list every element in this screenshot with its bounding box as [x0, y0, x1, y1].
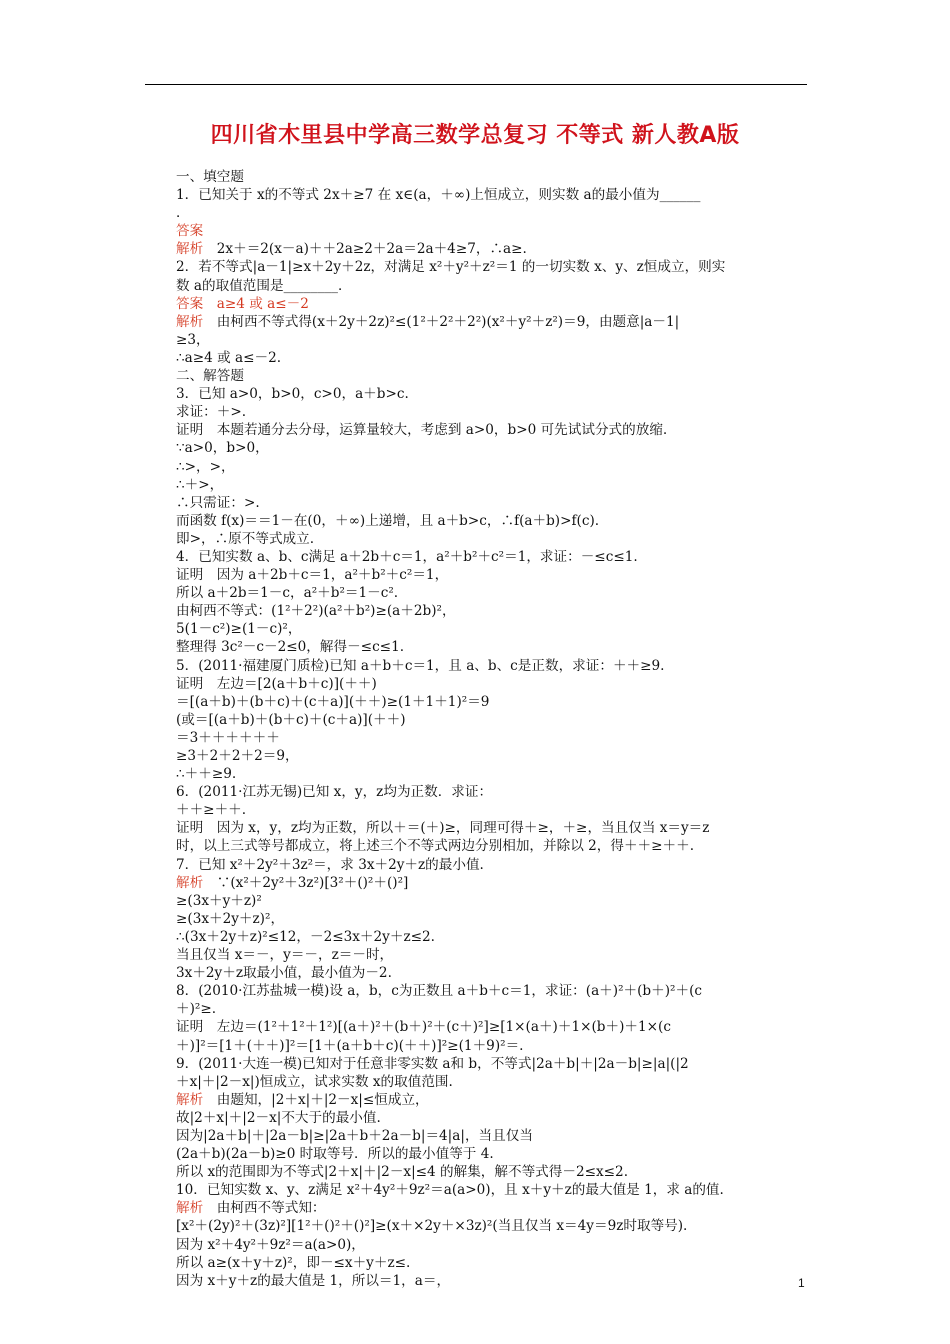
text-line	[176, 458, 808, 476]
text-line	[176, 258, 808, 276]
line-text: 4．已知实数 a、b、c满足 a＋2b＋c＝1，a²＋b²＋c²＝1，求证：－≤c≤1.	[176, 548, 638, 565]
text-line	[176, 421, 808, 439]
text-line	[176, 602, 808, 620]
line-text: 6．(2011·江苏无锡)已知 x，y，z均为正数．求证：	[176, 784, 493, 801]
text-line	[176, 349, 808, 367]
text-line	[176, 186, 808, 204]
text-line	[176, 982, 808, 1000]
line-text: 3x＋2y＋z取最小值，最小值为－2.	[176, 965, 392, 982]
line-text: a≥4 或 a≤－2	[203, 295, 309, 312]
text-line	[176, 566, 808, 584]
text-line	[176, 910, 808, 928]
text-line	[176, 657, 808, 675]
text-line	[176, 711, 808, 729]
line-text: 因为|2a＋b|＋|2a－b|≥|2a＋b＋2a－b|＝4|a|，当且仅当	[176, 1127, 533, 1144]
line-text: ≥3，	[176, 331, 210, 348]
answer-label: 解析	[176, 313, 204, 330]
text-line	[176, 1109, 808, 1127]
line-text: 因为 x²＋4y²＋9z²＝a(a>0)，	[176, 1236, 365, 1253]
line-text: 时，以上三式等号都成立，将上述三个不等式两边分别相加，并除以 2，得＋＋≥＋＋.	[176, 838, 695, 855]
line-text: 证明 因为 a＋2b＋c＝1，a²＋b²＋c²＝1，	[176, 567, 449, 584]
line-text: 由柯西不等式知：	[203, 1200, 326, 1217]
text-line	[176, 313, 808, 331]
header-rule	[145, 84, 807, 85]
line-text: 求证：＋>.	[176, 404, 247, 421]
line-text: 故|2＋x|＋|2－x|不大于的最小值.	[176, 1109, 381, 1126]
text-line	[176, 494, 808, 512]
text-line	[176, 801, 808, 819]
text-line	[176, 729, 808, 747]
line-text: 而函数 f(x)＝＝1－在(0，＋∞)上递增，且 a＋b>c，∴f(a＋b)>f(c).	[176, 512, 600, 529]
line-text: 当且仅当 x＝－，y＝－，z＝－时，	[176, 947, 394, 964]
line-text: ∴>，>，	[176, 458, 235, 475]
text-line	[176, 584, 808, 602]
page-number: 1	[798, 1276, 805, 1290]
answer-label: 解析	[176, 1091, 204, 1108]
line-text: 2x＋＝2(x－a)＋＋2a≥2＋2a＝2a＋4≥7，∴a≥.	[203, 241, 527, 258]
text-line	[176, 1199, 808, 1217]
text-line	[176, 765, 808, 783]
line-text: 10．已知实数 x、y、z满足 x²＋4y²＋9z²＝a(a>0)，且 x＋y＋z的最大值是 1，求 a的值.	[176, 1182, 724, 1199]
text-line	[176, 874, 808, 892]
answer-label: 答案	[176, 295, 204, 312]
text-line	[176, 168, 808, 186]
answer-label: 解析	[176, 241, 204, 258]
line-text: (2a＋b)(2a－b)≥0 时取等号．所以的最小值等于 4.	[176, 1146, 494, 1163]
line-text: 所以 a≥(x＋y＋z)²，即－≤x＋y＋z≤.	[176, 1254, 411, 1271]
text-line	[176, 295, 808, 313]
line-text: 证明 左边＝(1²＋1²＋1²)[(a＋)²＋(b＋)²＋(c＋)²]≥[1×(a＋)＋1×(b＋)＋1×(c	[176, 1019, 671, 1036]
line-text: 数 a的取值范围是________．	[176, 277, 352, 294]
text-line	[176, 530, 808, 548]
line-text: 证明 左边＝[2(a＋b＋c)](＋＋)	[176, 675, 377, 692]
line-text: 即>，∴原不等式成立.	[176, 530, 315, 547]
text-line	[176, 1217, 808, 1235]
text-line	[176, 1037, 808, 1055]
line-text: [x²＋(2y)²＋(3z)²][1²＋()²＋()²]≥(x＋×2y＋×3z)²(当且仅当 x＝4y＝9z时取等号).	[176, 1218, 688, 1235]
text-line	[176, 277, 808, 295]
line-text: ＝[(a＋b)＋(b＋c)＋(c＋a)](＋＋)≥(1＋1＋1)²＝9	[176, 693, 490, 710]
line-text: ＋＋≥＋＋.	[176, 802, 247, 819]
text-line	[176, 439, 808, 457]
line-text: 2．若不等式|a－1|≥x＋2y＋2z，对满足 x²＋y²＋z²＝1 的一切实数 x、y、z恒成立，则实	[176, 259, 726, 276]
text-line	[176, 385, 808, 403]
line-text: 由柯西不等式得(x＋2y＋2z)²≤(1²＋2²＋2²)(x²＋y²＋z²)＝9，由题意|a－1|	[203, 313, 680, 330]
line-text: ∴(3x＋2y＋z)²≤12，－2≤3x＋2y＋z≤2.	[176, 928, 435, 945]
text-line	[176, 331, 808, 349]
line-text: 5(1－c²)≥(1－c)²，	[176, 621, 302, 638]
text-line	[176, 783, 808, 801]
line-text: 由柯西不等式：(1²＋2²)(a²＋b²)≥(a＋2b)²，	[176, 603, 456, 620]
text-line	[176, 638, 808, 656]
text-line	[176, 1127, 808, 1145]
text-line	[176, 1000, 808, 1018]
line-text: ＋x|＋|2－x|)恒成立，试求实数 x的取值范围.	[176, 1073, 453, 1090]
line-text: 一、填空题	[176, 169, 244, 185]
line-text: ∴＋＋≥9.	[176, 766, 237, 783]
line-text: ＋)²≥.	[176, 1001, 217, 1018]
line-text: (或＝[(a＋b)＋(b＋c)＋(c＋a)](＋＋)	[176, 711, 406, 728]
text-line	[176, 747, 808, 765]
text-line	[176, 1145, 808, 1163]
text-line	[176, 928, 808, 946]
line-text: 证明 因为 x，y，z均为正数，所以＋＝(＋)≥，同理可得＋≥，＋≥，当且仅当 x＝y＝z	[176, 820, 710, 837]
text-line	[176, 512, 808, 530]
line-text: ∴a≥4 或 a≤－2.	[176, 349, 282, 366]
text-line	[176, 548, 808, 566]
text-line	[176, 1055, 808, 1073]
line-text: 7．已知 x²＋2y²＋3z²＝，求 3x＋2y＋z的最小值.	[176, 856, 484, 873]
line-text: ＝3＋＋＋＋＋＋	[176, 729, 280, 746]
line-text: 由题知，|2＋x|＋|2－x|≤恒成立，	[203, 1091, 429, 1108]
text-line	[176, 946, 808, 964]
line-text: ∴＋>，	[176, 476, 224, 493]
line-text: 5．(2011·福建厦门质检)已知 a＋b＋c＝1，且 a、b、c是正数，求证：＋＋≥9.	[176, 657, 665, 674]
text-line	[176, 1181, 808, 1199]
text-line	[176, 222, 808, 240]
line-text: 所以 a＋2b＝1－c，a²＋b²＝1－c².	[176, 585, 399, 602]
line-text: 所以 x的范围即为不等式|2＋x|＋|2－x|≤4 的解集，解不等式得－2≤x≤2.	[176, 1164, 629, 1181]
text-line	[176, 837, 808, 855]
text-line	[176, 1272, 808, 1290]
text-line	[176, 1254, 808, 1272]
document-body	[176, 168, 808, 1290]
line-text: ＋)]²＝[1＋(＋＋)]²＝[1＋(a＋b＋c)(＋＋)]²≥(1＋9)²＝.	[176, 1037, 524, 1054]
text-line	[176, 1018, 808, 1036]
text-line	[176, 1236, 808, 1254]
answer-label: 答案	[176, 223, 204, 240]
line-text: 3．已知 a>0，b>0，c>0，a＋b>c.	[176, 386, 409, 403]
line-text: ．	[176, 205, 190, 222]
text-line	[176, 1163, 808, 1181]
text-line	[176, 964, 808, 982]
text-line	[176, 693, 808, 711]
line-text: 9．(2011·大连一模)已知对于任意非零实数 a和 b，不等式|2a＋b|＋|2a－b|≥|a|(|2	[176, 1055, 689, 1072]
text-line	[176, 367, 808, 385]
line-text: 二、解答题	[176, 368, 244, 385]
line-text: ∵(x²＋2y²＋3z²)[3²＋()²＋()²]	[203, 874, 409, 891]
text-line	[176, 620, 808, 638]
answer-label: 解析	[176, 1200, 204, 1217]
text-line	[176, 1073, 808, 1091]
text-line	[176, 240, 808, 258]
line-text: ≥(3x＋2y＋z)²，	[176, 910, 285, 927]
text-line	[176, 403, 808, 421]
line-text: 证明 本题若通分去分母，运算量较大，考虑到 a>0，b>0 可先试试分式的放缩.	[176, 422, 668, 439]
line-text: ≥(3x＋y＋z)²	[176, 892, 262, 909]
line-text: ∴只需证：>.	[176, 494, 260, 511]
line-text: ∵a>0，b>0，	[176, 440, 269, 457]
line-text: 整理得 3c²－c－2≤0，解得－≤c≤1.	[176, 639, 405, 656]
text-line	[176, 819, 808, 837]
text-line	[176, 1091, 808, 1109]
document-title: 四川省木里县中学高三数学总复习 不等式 新人教A版	[210, 123, 740, 148]
text-line	[176, 892, 808, 910]
text-line	[176, 675, 808, 693]
answer-label: 解析	[176, 874, 204, 891]
text-line	[176, 476, 808, 494]
text-line	[176, 204, 808, 222]
line-text: 1．已知关于 x的不等式 2x＋≥7 在 x∈(a，＋∞)上恒成立，则实数 a的最小值为______	[176, 187, 701, 204]
line-text: ≥3＋2＋2＋2＝9，	[176, 748, 299, 764]
text-line	[176, 856, 808, 874]
line-text: 8．(2010·江苏盐城一模)设 a，b，c为正数且 a＋b＋c＝1，求证：(a＋)²＋(b＋)²＋(c	[176, 983, 702, 1000]
line-text: 因为 x＋y＋z的最大值是 1，所以＝1，a＝，	[176, 1272, 451, 1289]
